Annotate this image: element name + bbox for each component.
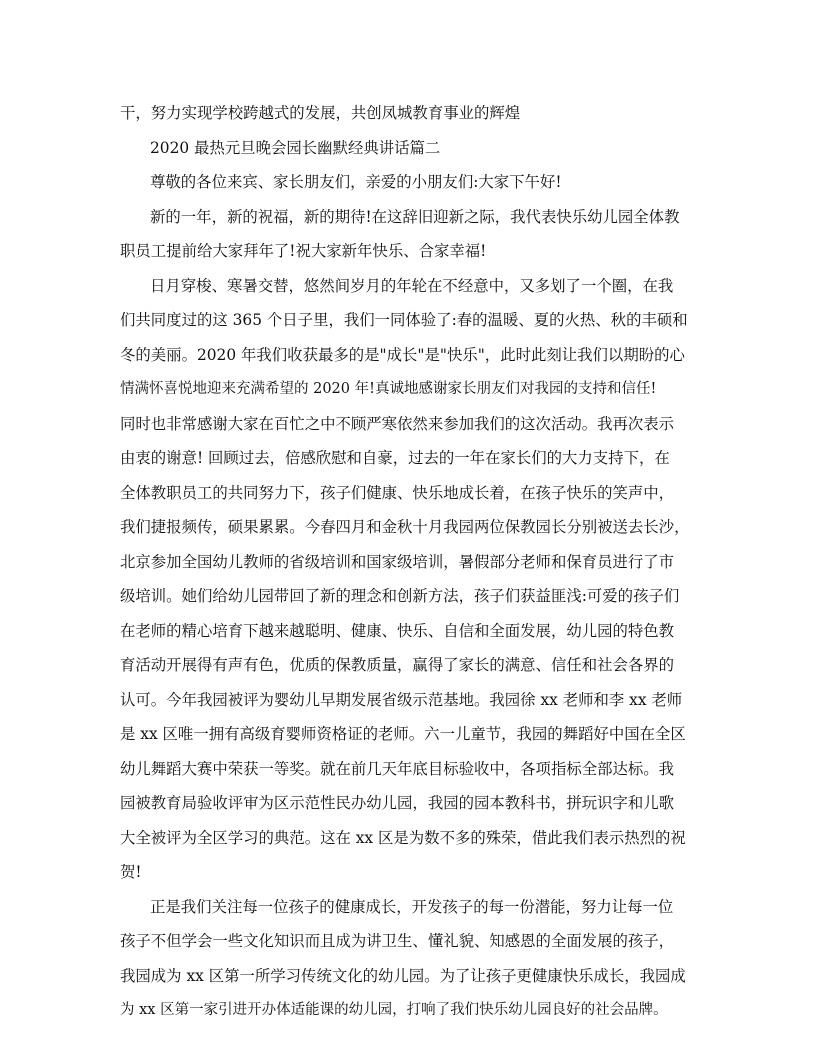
text-line: 日月穿梭、寒暑交替，悠然间岁月的年轮在不经意中，又多划了一个圈，在我 [150, 276, 674, 295]
text-line: 贺! [120, 863, 142, 881]
text-line: 北京参加全国幼儿教师的省级培训和国家级培训，暑假部分老师和保育员进行了市 [120, 552, 675, 571]
text-line: 干，努力实现学校跨越式的发展，共创凤城教育事业的辉煌 [120, 104, 521, 122]
text-line: 职员工提前给大家拜年了!祝大家新年快乐、合家幸福! [120, 242, 487, 260]
text-line: 正是我们关注每一位孩子的健康成长，开发孩子的每一份潜能，努力让每一位 [150, 897, 674, 916]
text-line: 在老师的精心培育下越来越聪明、健康、快乐、自信和全面发展，幼儿园的特色教 [120, 621, 675, 640]
text-line: 孩子不但学会一些文化知识而且成为讲卫生、懂礼貌、知感恩的全面发展的孩子， [120, 932, 675, 950]
text-line: 同时也非常感谢大家在百忙之中不顾严寒依然来参加我们的这次活动。我再次表示 [120, 414, 675, 433]
text-line: 们共同度过的这 365 个日子里，我们一同体验了:春的温暖、夏的火热、秋的丰硕和 [120, 311, 688, 329]
text-line: 园被教育局验收评审为区示范性民办幼儿园，我园的园本教科书，拼玩识字和儿歌 [120, 794, 675, 812]
document-body [120, 96, 712, 1028]
text-line: 级培训。她们给幼儿园带回了新的理念和创新方法，孩子们获益匪浅:可爱的孩子们 [120, 587, 680, 605]
text-line: 情满怀喜悦地迎来充满希望的 2020 年!真诚地感谢家长朋友们对我园的支持和信任! [120, 381, 657, 397]
text-line: 育活动开展得有声有色，优质的保教质量，赢得了家长的满意、信任和社会各界的 [120, 656, 675, 674]
text-line: 是 xx 区唯一拥有高级育婴师资格证的老师。六一儿童节，我园的舞蹈好中国在全区 [120, 725, 686, 743]
text-line: 由衷的谢意! 回顾过去，倍感欣慰和自豪，过去的一年在家长们的大力支持下，在 [120, 449, 670, 467]
text-line: 认可。今年我园被评为婴幼儿早期发展省级示范基地。我园徐 xx 老师和李 xx 老师 [120, 690, 683, 709]
text-line: 幼儿舞蹈大赛中荣获一等奖。就在前几天年底目标验收中，各项指标全部达标。我 [120, 759, 675, 778]
text-line: 我园成为 xx 区第一所学习传统文化的幼儿园。为了让孩子更健康快乐成长，我园成 [120, 966, 686, 985]
text-line: 全体教职员工的共同努力下，孩子们健康、快乐地成长着，在孩子快乐的笑声中， [120, 483, 675, 502]
section-heading: 2020 最热元旦晚会园长幽默经典讲话篇二 [150, 138, 441, 157]
text-line: 为 xx 区第一家引进开办体适能课的幼儿园，打响了我们快乐幼儿园良好的社会品牌。 [120, 1002, 668, 1018]
text-line: 新的一年，新的祝福，新的期待!在这辞旧迎新之际，我代表快乐幼儿园全体教 [150, 207, 680, 226]
text-line: 尊敬的各位来宾、家长朋友们，亲爱的小朋友们:大家下午好! [150, 173, 562, 191]
text-line: 大全被评为全区学习的典范。这在 xx 区是为数不多的殊荣，借此我们表示热烈的祝 [120, 828, 686, 847]
text-line: 我们捷报频传，硕果累累。今春四月和金秋十月我园两位保教园长分别被送去长沙， [120, 518, 690, 536]
text-line: 冬的美丽。2020 年我们收获最多的是"成长"是"快乐"，此时此刻让我们以期盼的心 [120, 345, 685, 364]
